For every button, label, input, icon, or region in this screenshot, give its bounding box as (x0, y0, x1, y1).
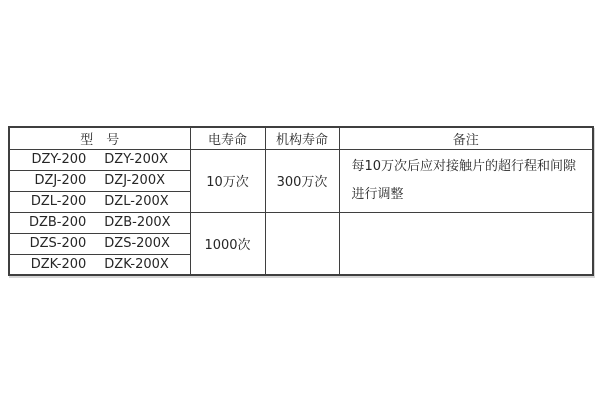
model-code: DZK-200 (30, 256, 87, 272)
model-cell-dzk (9, 254, 190, 275)
remark-line-2: 进行调整 (351, 186, 404, 202)
model-code: DZY-200 (31, 152, 87, 167)
table-row (9, 149, 593, 170)
model-code: DZL-200 (30, 194, 87, 209)
table-row (9, 212, 593, 233)
electrical-life-group2: 1000次 (190, 212, 265, 275)
model-code: DZJ-200 (34, 173, 87, 188)
model-cell-dzb (9, 212, 190, 233)
header-row (9, 127, 593, 149)
remarks-group1 (339, 149, 593, 212)
model-cell-dzs (9, 233, 190, 254)
header-remarks: 备注 (339, 127, 593, 149)
model-code: DZJ-200X (104, 173, 165, 188)
remark-line-1: 每10万次后应对接触片的超行程和间隙 (351, 158, 577, 174)
model-cell-dzj (9, 170, 190, 191)
model-code: DZS-200X (104, 236, 170, 251)
electrical-life-group1: 10万次 (190, 149, 265, 212)
model-code: DZY-200X (104, 152, 169, 167)
header-model: 型 号 (9, 127, 190, 149)
mechanical-life-group1: 300万次 (265, 149, 339, 212)
spec-table (8, 126, 594, 276)
model-code: DZS-200 (29, 236, 87, 251)
model-code: DZB-200X (104, 215, 171, 230)
model-code: DZL-200X (104, 194, 169, 209)
model-cell-dzl (9, 191, 190, 212)
model-code: DZB-200 (28, 215, 87, 230)
header-mechanical-life: 机构寿命 (265, 127, 339, 149)
model-code: DZK-200X (104, 256, 169, 272)
model-cell-dzy (9, 149, 190, 170)
remarks-group2 (339, 212, 593, 275)
mechanical-life-group2 (265, 212, 339, 275)
header-electrical-life: 电寿命 (190, 127, 265, 149)
